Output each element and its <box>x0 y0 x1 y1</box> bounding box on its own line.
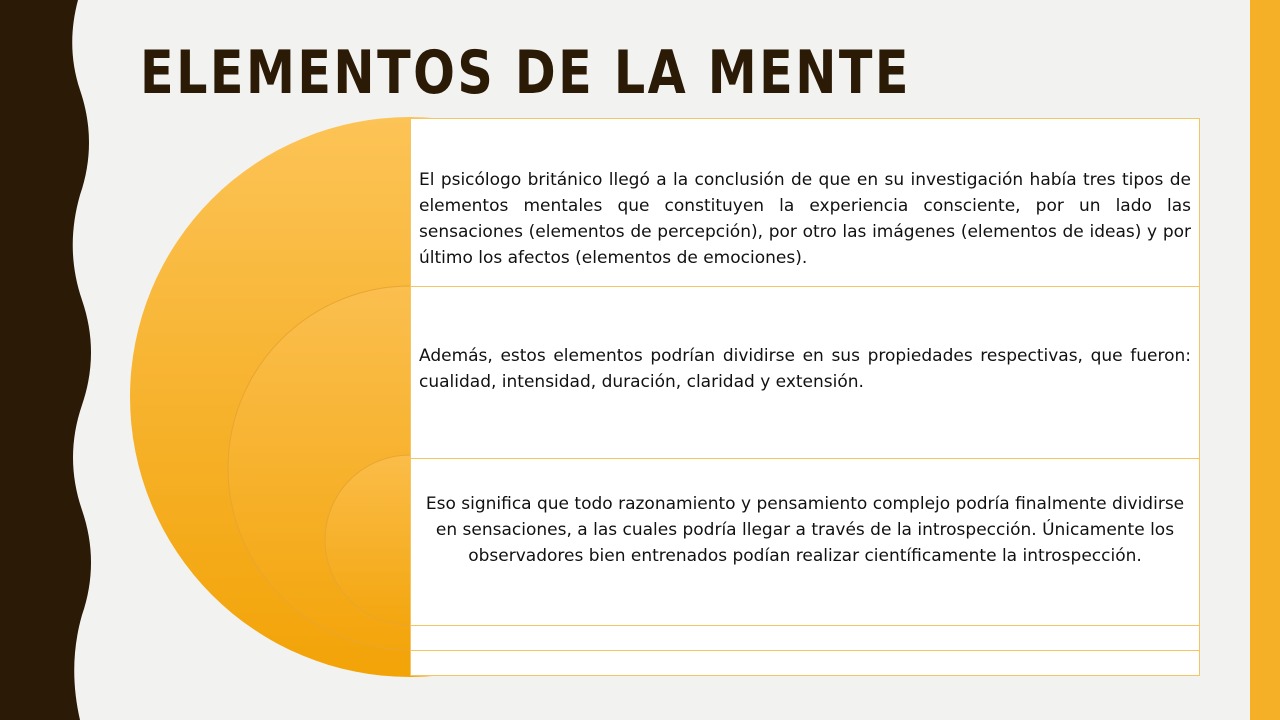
paragraph-1: El psicólogo británico llegó a la conclusión de que en su investigación había tres tipos de elementos mentales que constituyen la experiencia consciente, por un lado las sensaciones (elementos de percepción), por otro las imágenes (elementos de ideas) y por último los afectos (elementos de emociones). <box>419 170 1191 268</box>
empty-box-2 <box>410 650 1200 676</box>
paragraph-3: Eso significa que todo razonamiento y pensamiento complejo podría finalmente dividirse en sensaciones, a las cuales podría llegar a través de la introspección. Únicamente los observadores bien entrenados podían realizar científicamente la introspección. <box>425 494 1185 566</box>
text-panel <box>410 118 1200 676</box>
text-box-1 <box>410 118 1200 287</box>
text-box-3 <box>410 458 1200 626</box>
paragraph-2: Además, estos elementos podrían dividirse en sus propiedades respectivas, que fueron: cualidad, intensidad, duración, claridad y extensión. <box>419 346 1191 392</box>
text-box-2 <box>410 286 1200 459</box>
empty-box-1 <box>410 625 1200 651</box>
slide-title: ELEMENTOS DE LA MENTE <box>140 38 911 108</box>
